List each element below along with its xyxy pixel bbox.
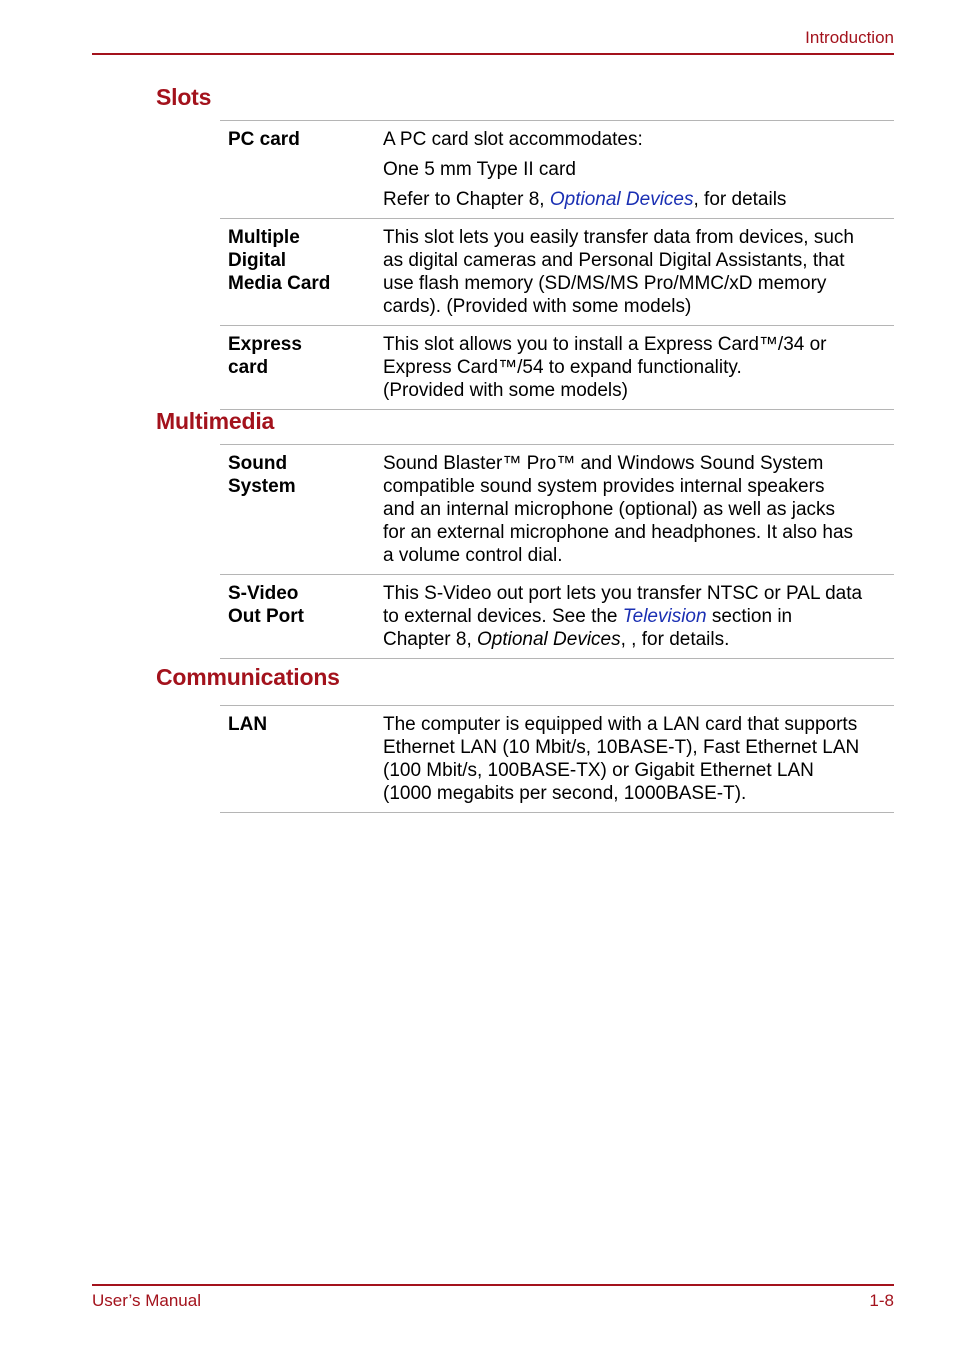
optional-devices-link[interactable]: Optional Devices [549,189,694,210]
desc-line: cards). (Provided with some models) [383,296,692,317]
desc-paragraph: A PC card slot accommodates: [383,129,643,150]
text-run: section in [706,606,793,627]
text-run: Chapter 8, [383,629,477,650]
communications-table [220,705,894,813]
desc-line [383,628,888,651]
desc-line: use flash memory (SD/MS/MS Pro/MMC/xD memory [383,273,827,294]
multimedia-table [220,444,894,659]
optional-devices-ref: Optional Devices [477,629,621,650]
term-sound-system [220,445,383,575]
term-line: S-Video [228,583,299,604]
desc-pc-card [383,121,894,219]
text-run: , for details [693,189,787,210]
term-line: Out Port [228,606,304,627]
desc-line: This slot lets you easily transfer data from devices, such [383,227,854,248]
term-line: card [228,357,269,378]
term-lan: LAN [228,714,268,735]
desc-line: a volume control dial. [383,545,563,566]
term-media-card [220,219,383,326]
desc-express-card [383,326,894,410]
desc-line: for an external microphone and headphones. It also has [383,522,854,543]
table-row [220,219,894,326]
text-run: Refer to Chapter 8, [383,189,550,210]
desc-line: Sound Blaster™ Pro™ and Windows Sound System [383,453,824,474]
term-line: Express [228,334,302,355]
desc-line [383,605,888,628]
term-svideo [220,575,383,659]
term-line: Digital [228,250,287,271]
term-express-card [220,326,383,410]
television-link[interactable]: Television [622,606,707,627]
running-header: Introduction [805,28,894,47]
desc-line: This S-Video out port lets you transfer NTSC or PAL data [383,583,863,604]
term-pc-card: PC card [228,129,300,150]
desc-line: (Provided with some models) [383,380,628,401]
table-row [220,706,894,813]
term-line: Media Card [228,273,331,294]
slots-table [220,120,894,410]
footer-manual-title: User’s Manual [92,1291,201,1310]
header-rule [92,53,894,55]
desc-line: The computer is equipped with a LAN card that supports [383,714,858,735]
term-line: Sound [228,453,288,474]
desc-svideo [383,575,894,659]
desc-line: as digital cameras and Personal Digital Assistants, that [383,250,845,271]
term-line: System [228,476,296,497]
table-row [220,121,894,219]
page-number: 1-8 [869,1291,894,1310]
footer-rule [92,1284,894,1286]
desc-line: and an internal microphone (optional) as well as jacks [383,499,836,520]
desc-line: (100 Mbit/s, 100BASE-TX) or Gigabit Ethernet LAN [383,760,814,781]
desc-line: compatible sound system provides internal speakers [383,476,825,497]
desc-lan [383,706,894,813]
desc-paragraph [383,188,888,211]
section-title-slots: Slots [156,84,212,110]
section-title-communications: Communications [156,664,340,690]
term-line: Multiple [228,227,300,248]
desc-sound-system [383,445,894,575]
table-row [220,445,894,575]
section-title-multimedia: Multimedia [156,408,275,434]
desc-media-card [383,219,894,326]
desc-line: Express Card™/54 to expand functionality. [383,357,742,378]
desc-paragraph: One 5 mm Type II card [383,159,576,180]
table-row [220,326,894,410]
desc-line: (1000 megabits per second, 1000BASE-T). [383,783,747,804]
table-row [220,575,894,659]
text-run: to external devices. See the [383,606,623,627]
text-run: , , for details. [620,629,730,650]
desc-line: This slot allows you to install a Express Card™/34 or [383,334,827,355]
desc-line: Ethernet LAN (10 Mbit/s, 10BASE-T), Fast Ethernet LAN [383,737,860,758]
